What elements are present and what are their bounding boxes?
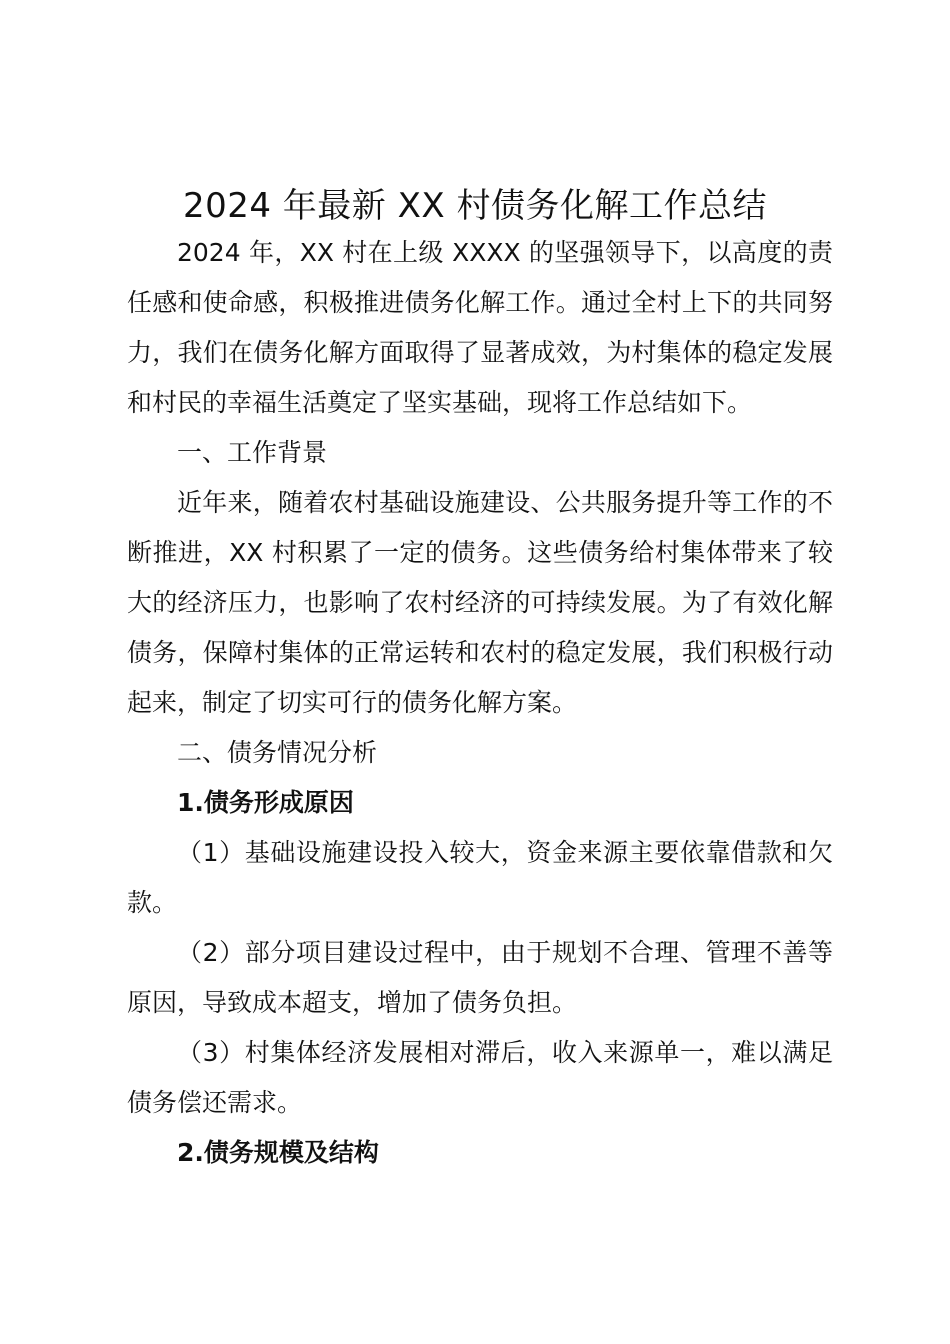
cause-item-3: （3）村集体经济发展相对滞后，收入来源单一，难以满足债务偿还需求。 [127, 1038, 833, 1117]
cause-item-2: （2）部分项目建设过程中，由于规划不合理、管理不善等原因，导致成本超支，增加了债务负担。 [127, 938, 833, 1017]
document-title: 2024 年最新 XX 村债务化解工作总结 [182, 186, 768, 226]
section-heading-debt-analysis: 二、债务情况分析 [177, 738, 378, 767]
subheading-debt-scale: 2.债务规模及结构 [177, 1138, 379, 1167]
cause-item-1: （1）基础设施建设投入较大，资金来源主要依靠借款和欠款。 [127, 838, 833, 917]
background-paragraph: 近年来，随着农村基础设施建设、公共服务提升等工作的不断推进，XX 村积累了一定的债务。这些债务给村集体带来了较大的经济压力，也影响了农村经济的可持续发展。为了有效化解债务，保障村集体的正常运转和农村的稳定发展，我们积极行动起来，制定了切实可行的债务化解方案。 [127, 488, 833, 717]
subheading-debt-causes: 1.债务形成原因 [177, 788, 354, 817]
section-heading-background: 一、工作背景 [177, 438, 328, 467]
intro-paragraph: 2024 年，XX 村在上级 XXXX 的坚强领导下，以高度的责任感和使命感，积极推进债务化解工作。通过全村上下的共同努力，我们在债务化解方面取得了显著成效，为村集体的稳定发展和村民的幸福生活奠定了坚实基础，现将工作总结如下。 [127, 238, 833, 417]
